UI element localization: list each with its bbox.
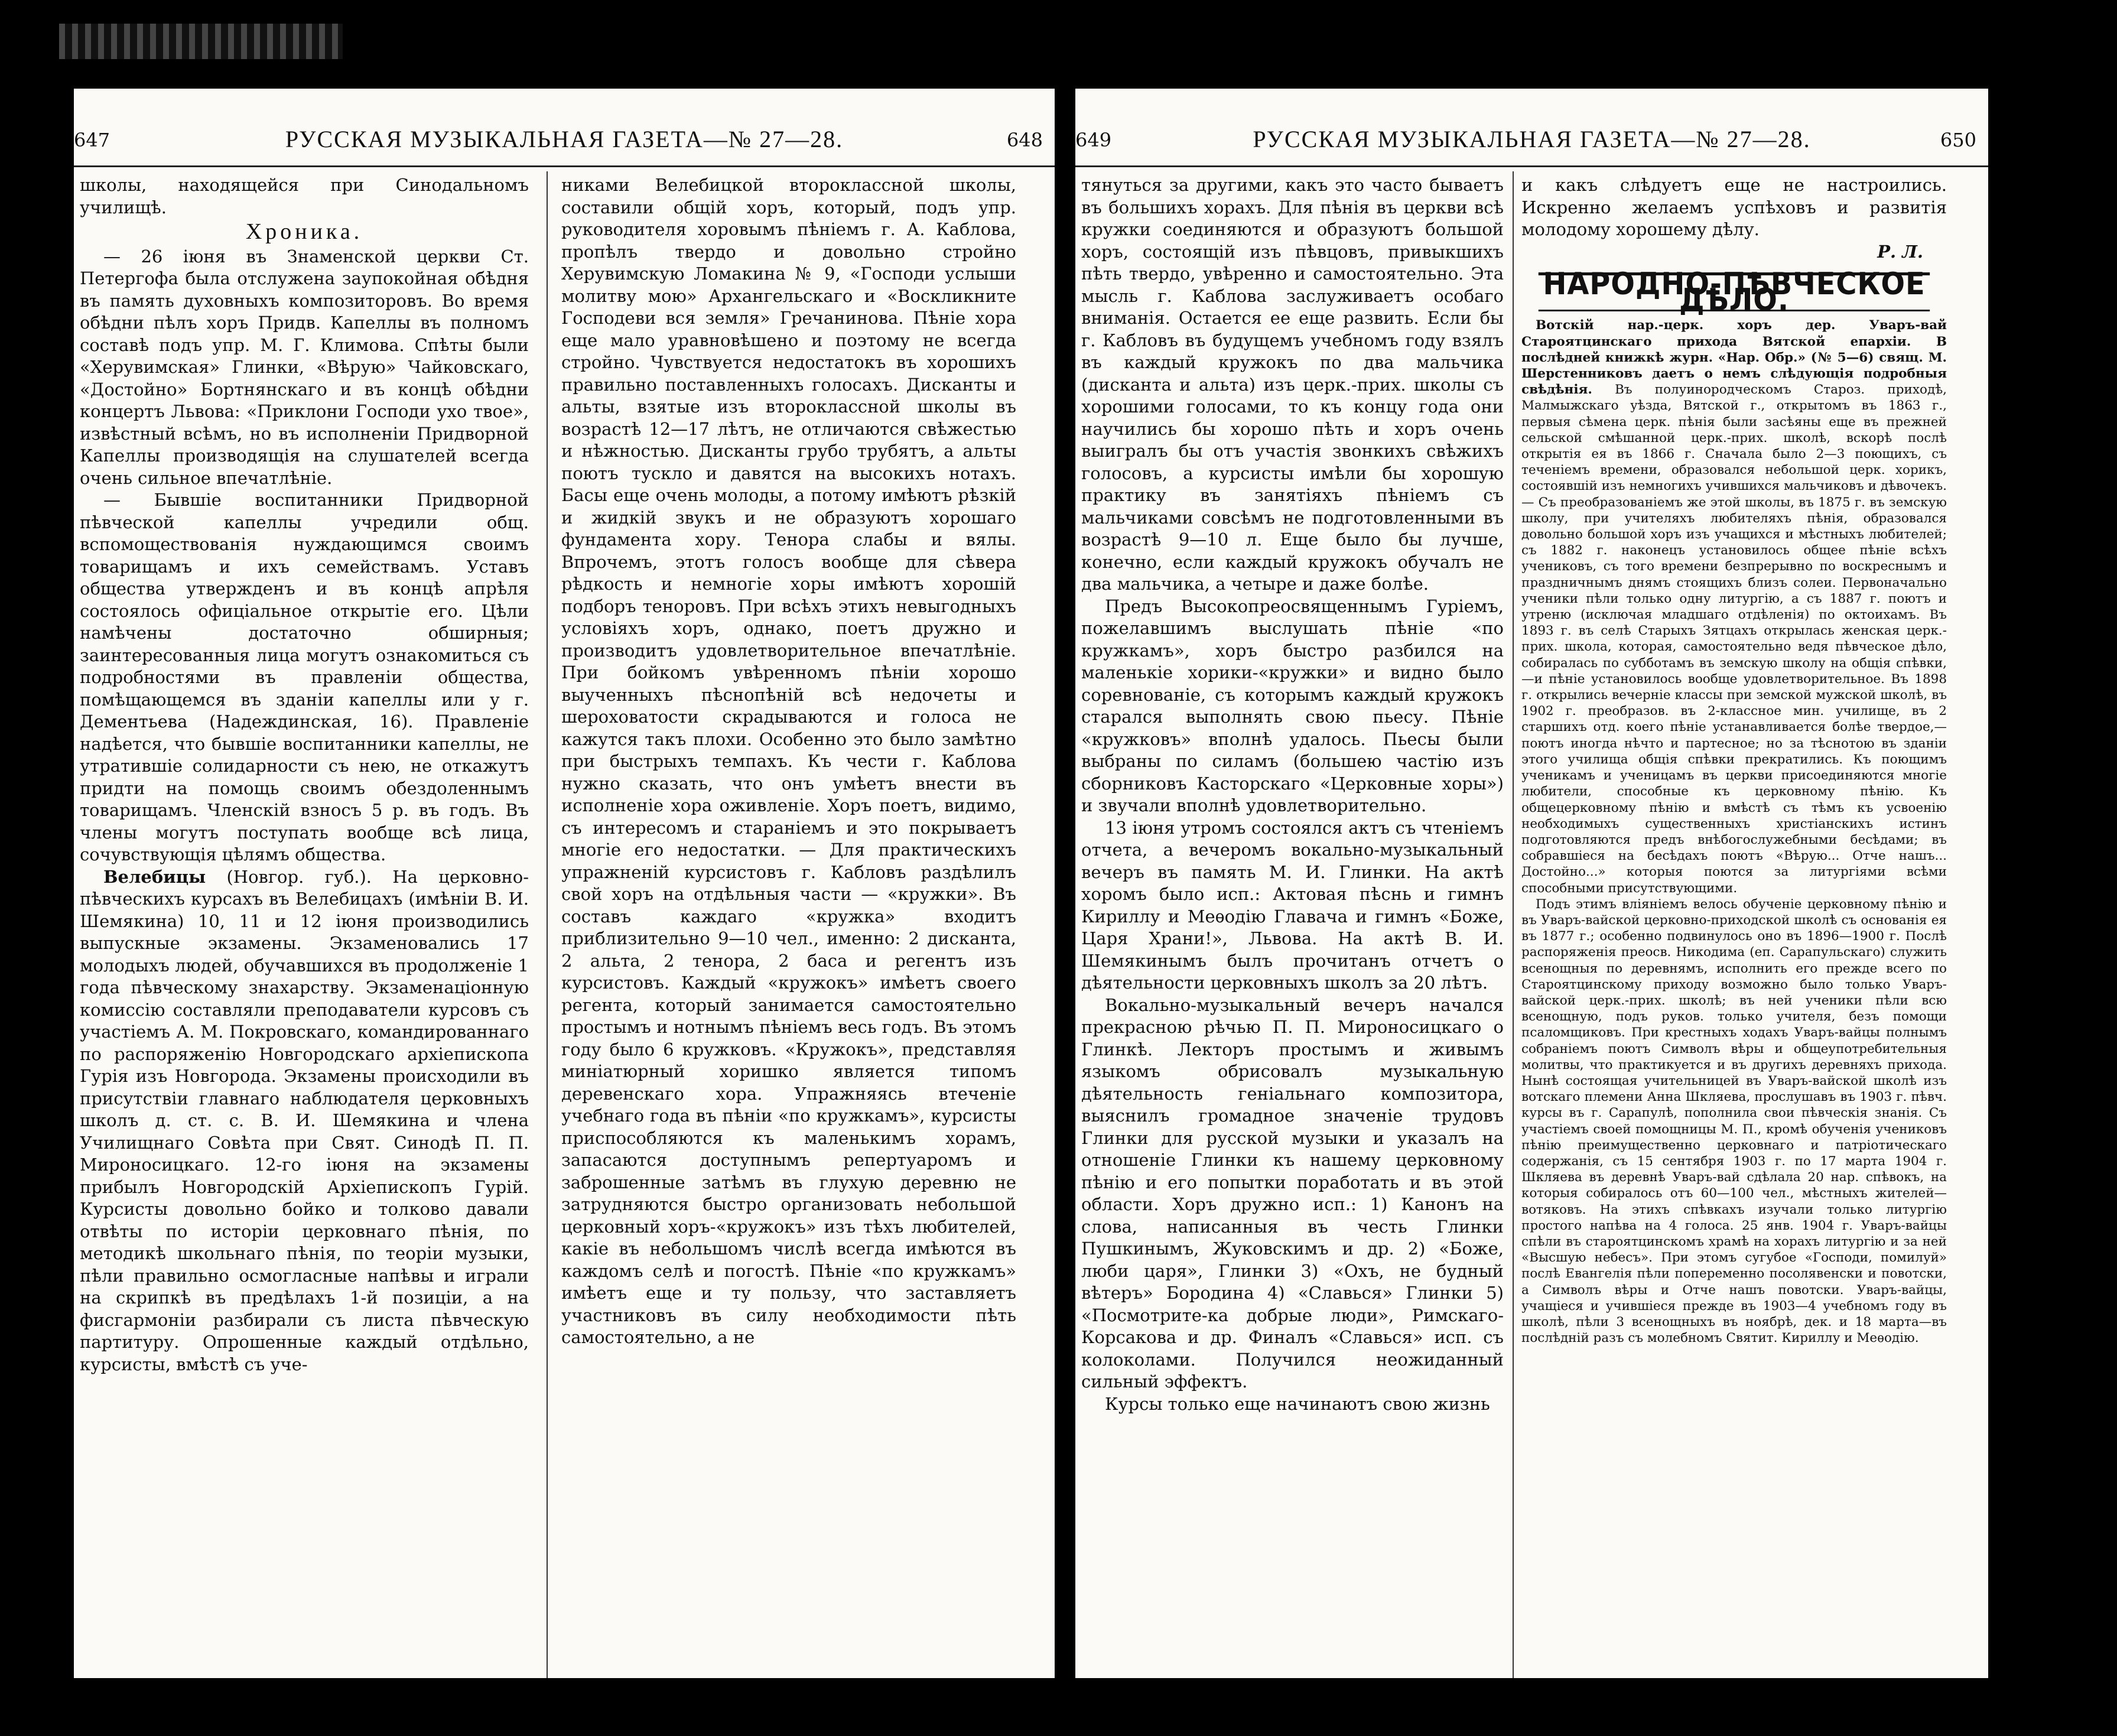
page-number-right: 650 [1940, 129, 1976, 151]
paragraph: — 26 іюня въ Знаменской церкви Ст. Петергофа была отслужена заупокойная обѣдня въ память духовныхъ композиторовъ. Во время обѣдни пѣлъ хоръ Придв. Капеллы въ полномъ составѣ подъ упр. М. Г. Климова. Спѣты были «Херувимская» Глинки, «Вѣрую» Чайковскаго, «Достойно» Бортнянскаго и въ концѣ обѣдни концертъ Львова: «Приклони Господи ухо твое», извѣстный всѣмъ, но въ исполненіи Придворной Капеллы производящія на слушателей всегда очень сильное впечатлѣніе. [80, 246, 529, 488]
section-banner-folk-singing: НАРОДНО-ПѢВЧЕСКОЕ ДѢЛО. [1539, 272, 1930, 311]
paragraph: Подъ этимъ вліяніемъ велось обученіе церковному пѣнію и въ Уваръ-вайской церковно-приходской школѣ съ основанія ея въ 1877 г.; особенно подвинулось оно въ 1896—1900 г. Послѣ распоряженія преосв. Никодима (еп. Сарапульскаго) служить всенощныя по деревнямъ, исполнить его прежде всего по Староятцинскому приходу возможно было только Уваръ-вайской церк.-прих. школѣ; въ ней ученики пѣли всю всенощную, подъ руков. только учителя, безъ помощи псаломщиковъ. При крестныхъ ходахъ Уваръ-вайцы полнымъ собраніемъ поютъ Символъ вѣры и общеупотребительныя молитвы, что практикуется и въ другихъ деревняхъ прихода. Нынѣ состоящая учительницей въ Уваръ-вайской школѣ изъ вотскаго племени Анна Шкляева, прослушавъ въ 1903 г. пѣвч. курсы въ г. Сарапулѣ, пополнила свои пѣвческія знанія. Съ участіемъ своей помощницы М. П., кромѣ обученія учениковъ пѣнію преимущественно церковнаго и патріотическаго содержанія, съ 15 сентября 1903 г. по 17 марта 1904 г. Шкляева въ деревнѣ Уваръ-вай сдѣлала 20 нар. спѣвокъ, на которыя собиралось отъ 60—100 чел., мѣстныхъ жителей—вотяковъ. На этихъ спѣвкахъ изучали только литургію простого напѣва на 4 голоса. 25 янв. 1904 г. Уваръ-вайцы спѣли въ староятцинскомъ храмѣ на хорахъ литургію и за ней «Высшую небесъ». При этомъ сугубое «Господи, помилуй» послѣ Евангелія пѣли попеременно посолявенски и повотски, а Символъ вѣры и Отче нашъ повотски. Уваръ-вайцы, учащіеся и учившіеся прежде въ 1903—4 учебномъ году въ школѣ, пѣли 3 всенощныхъ въ ноябрѣ, дек. и 18 марта—въ послѣдній разъ съ молебномъ Святит. Кириллу и Меѳодію. [1521, 896, 1947, 1346]
paragraph: тянуться за другими, какъ это часто бываетъ въ большихъ хорахъ. Для пѣнія въ церкви всѣ кружки соединяются и образуютъ большой хоръ, состоящій изъ пѣвцовъ, привыкшихъ пѣть твердо, увѣренно и самостоятельно. Эта мысль г. Каблова заслуживаетъ особаго вниманія. Остается ее еще развить. Если бы г. Кабловъ въ будущемъ учебномъ году взялъ въ каждый кружокъ по два мальчика (дисканта и альта) изъ церк.-прих. школы съ хорошими голосами, то къ концу года они научились бы хорошо пѣть и хоръ очень выигралъ бы отъ участія звонкихъ свѣжихъ голосовъ, а курсисты имѣли бы хорошую практику въ занятіяхъ пѣніемъ съ мальчиками совсѣмъ не подготовленными въ возрастѣ 9—10 л. Еще было бы лучше, конечно, если каждый кружокъ обучалъ не два мальчика, а четыре и даже болѣе. [1081, 175, 1504, 594]
paragraph-text: (Новгор. губ.). На церковно-пѣвческихъ курсахъ въ Велебицахъ (имѣніи В. И. Шемякина) 10, 11 и 12 іюня производились выпускные экзамены. Экзаменовались 17 молодыхъ людей, обучавшихся въ продолженіе 1 года пѣвческому знахарству. Экзаменаціонную комиссію составляли преподаватели курсовъ съ участіемъ А. М. Покровскаго, командированнаго по распоряженію Новгородскаго архіепископа Гурія изъ Новгорода. Экзамены происходили въ присутствіи главнаго наблюдателя церковныхъ школъ д. ст. с. В. И. Шемякина и члена Училищнаго Совѣта при Свят. Синодѣ П. П. Мироносицкаго. 12-го іюня на экзамены прибылъ Новгородскій Архіепископъ Гурій. Курсисты довольно бойко и толково давали отвѣты по исторіи церковнаго пѣнія, по методикѣ школьнаго пѣнія, по теоріи музыки, пѣли правильно осмогласные напѣвы и играли на скрипкѣ въ предѣлахъ 1-й позиціи, а на фисгармоніи разбирали съ листа пѣвческую партитуру. Опрошенные каждый отдѣльно, курсисты, вмѣстѣ съ уче- [80, 866, 529, 1374]
article-lead: Вотскій нар.-церк. хоръ дер. Уваръ-вай Староятцинскаго прихода Вятской епархіи. В послѣдней книжкѣ журн. «Нар. Обр.» (№ 5—6) свящ. М. Шерстенниковъ даетъ о немъ слѣдующія подробныя свѣдѣнія. [1521, 318, 1947, 398]
paragraph [80, 866, 529, 1376]
paragraph [1521, 317, 1947, 896]
paragraph: Предъ Высокопреосвященнымъ Гуріемъ, пожелавшимъ выслушать пѣніе «по кружкамъ», хоръ быстро разбился на маленькіе хорики-«кружки» и видно было соревнованіе, съ которымъ каждый кружокъ старался выполнять свою пьесу. Пѣніе «кружковъ» вполнѣ удалось. Пьесы были выбраны по силамъ (большею частію изъ сборниковъ Касторскаго «Церковные хоры») и звучали вполнѣ удовлетворительно. [1081, 596, 1504, 815]
paragraph: Вокально-музыкальный вечеръ начался прекрасною рѣчью П. П. Мироносицкаго о Глинкѣ. Лекторъ простымъ и живымъ языкомъ обрисовалъ музыкальную дѣятельность геніальнаго композитора, выяснилъ громадное значеніе трудовъ Глинки для русской музыки и указалъ на отношеніе Глинки къ нашему церковному пѣнію и его попытки поработать и въ этой области. Хоръ дружно исп.: 1) Канонъ на слова, написанныя въ честь Глинки Пушкинымъ, Жуковскимъ и др. 2) «Боже, люби царя», Глинки 3) «Охъ, не будный вѣтеръ» Бородина 4) «Славься» Глинки 5) «Посмотрите-ка добрые люди», Римскаго-Корсакова и др. Финалъ «Славься» исп. съ колоколами. Получился неожиданный сильный эффектъ. [1081, 994, 1504, 1392]
paragraph: школы, находящейся при Синодальномъ училищѣ. [80, 175, 529, 217]
page-number-left: 647 [74, 129, 110, 151]
paragraph: 13 іюня утромъ состоялся актъ съ чтеніемъ отчета, а вечеромъ вокально-музыкальный вечеръ въ память М. И. Глинки. На актѣ хоромъ было исп.: Актовая пѣснь и гимнъ Кириллу и Меѳодію Главача и гимнъ «Боже, Царя Храни!», Львова. На актѣ В. И. Шемякинымъ былъ прочитанъ отчетъ о дѣятельности церковныхъ школъ за 20 лѣтъ. [1081, 817, 1504, 993]
left-page-column-1 [80, 174, 529, 1663]
journal-title-right: РУССКАЯ МУЗЫКАЛЬНАЯ ГАЗЕТА—№ 27—28. [1253, 126, 1811, 152]
place-name-velebitsy: Велебицы [103, 866, 206, 887]
section-heading-chronicle: Хроника. [245, 219, 363, 244]
author-signature: Р. Л. [1877, 241, 1923, 262]
paragraph: никами Велебицкой второклассной школы, составили общій хоръ, который, подъ упр. руководителя хоровымъ пѣніемъ г. А. Каблова, пропѣлъ твердо и довольно стройно Херувимскую Ломакина № 9, «Господи услыши молитву мою» Архангельскаго и «Воскликните Господеви вся земля» Гречанинова. Пѣніе хора еще мало уравновѣшено и поэтому не всегда стройно. Чувствуется недостатокъ въ хорошихъ правильно поставленныхъ голосахъ. Дисканты и альты, взятые изъ второклассной школы въ возрастѣ 12—17 лѣтъ, не отличаются свѣжестью и нѣжностью. Дисканты грубо трубятъ, а альты поютъ тускло и давятся на высокихъ нотахъ. Басы еще очень молоды, а потому имѣютъ рѣзкій и жидкій звукъ и не образуютъ хорошаго фундамента хору. Тенора слабы и вялы. Впрочемъ, этотъ голосъ вообще для сѣвера рѣдкость и немногіе хоры имѣютъ хорошій подборъ теноровъ. При всѣхъ этихъ невыгодныхъ условіяхъ хоръ, однако, поетъ дружно и производитъ удовлетворительное впечатлѣніе. При бойкомъ увѣренномъ пѣніи хорошо выученныхъ пѣснопѣній всѣ недочеты и шероховатости скрадываются и голоса не кажутся такъ плохи. Особенно это было замѣтно при быстрыхъ темпахъ. Къ чести г. Каблова нужно сказать, что онъ умѣетъ внести въ исполненіе хора оживленіе. Хоръ поетъ, видимо, съ интересомъ и стараніемъ и это покрываетъ многіе его недостатки. — Для практическихъ упражненій курсистовъ г. Кабловъ раздѣлилъ свой хоръ на отдѣльныя части — «кружки». Въ составъ каждаго «кружка» входитъ приблизительно 9—10 чел., именно: 2 дисканта, 2 альта, 2 тенора, 2 баса и регентъ изъ курсистовъ. Каждый «кружокъ» имѣетъ своего регента, который занимается самостоятельно простымъ и нотнымъ пѣніемъ весь годъ. Въ этомъ году было 6 кружковъ. «Кружокъ», представляя миніатюрный хоришко является типомъ деревенскаго хора. Упражняясь втеченіе учебнаго года въ пѣніи «по кружкамъ», курсисты приспособляются къ маленькимъ хорамъ, запасаются доступнымъ репертуаромъ и заброшенные затѣмъ въ глухую деревню не затрудняются быстро организовать небольшой церковный хоръ-«кружокъ» изъ тѣхъ любителей, какіе въ небольшомъ числѣ всегда имѣются въ каждомъ селѣ и погостѣ. Пѣніе «по кружкамъ» имѣетъ еще и ту пользу, что заставляетъ участниковъ въ силу необходимости пѣть самостоятельно, а не [561, 175, 1016, 1347]
right-page [1075, 89, 1988, 1678]
scan-edge-artifact [59, 24, 343, 59]
column-rule [1513, 171, 1514, 1678]
left-page [74, 89, 1055, 1678]
running-head-right [1075, 124, 1988, 167]
folk-singing-article [1521, 317, 1947, 1346]
paragraph-text: Въ полуинородческомъ Староз. приходѣ, Малмыжскаго уѣзда, Вятской г., открытомъ въ 1863 г., первыя сѣмена церк. пѣнія были засѣяны еще въ прежней сельской смѣшанной церк.-прих. школѣ, вскорѣ послѣ открытія ея въ 1866 г. Сначала было 2—3 поющихъ, съ теченіемъ времени, образовался небольшой церк. хорикъ, состоявшій изъ немногихъ учившихся мальчиковъ и дѣвочекъ. — Съ преобразованіемъ же этой школы, въ 1875 г. въ земскую школу, при учителяхъ любителяхъ пѣнія, образовался довольно большой хоръ изъ учащихся и мѣстныхъ любителей; съ 1882 г. наконецъ установилось общее пѣніе всѣхъ учениковъ, съ того времени безпрерывно по воскреснымъ и праздничнымъ днямъ стоящихъ близъ солеи. Первоначально ученики пѣли только одну литургію, а съ 1887 г. поютъ и утреню (исключая младшаго отдѣленія) по октоихамъ. Въ 1893 г. въ селѣ Старыхъ Зятцахъ открылась женская церк.-прих. школа, которая, самостоятельно ведя пѣвческое дѣло, собиралась по субботамъ въ земскую школу на общія спѣвки,—и пѣніе установилось вообще удовлетворительное. Въ 1898 г. открылись вечерніе классы при земской мужской школѣ, въ 1902 г. преобразов. въ 2-классное мин. училище, въ 2 старшихъ отд. коего пѣніе устанавливается болѣе твердое,—поютъ иногда нѣчто и партесное; но за тѣснотою въ зданіи этого училища общія спѣвки прекратились. Къ поющимъ ученикамъ и ученицамъ въ церкви присоединяются многіе любители, способные къ церковному пѣнію. Къ общецерковному пѣнію и вмѣстѣ съ тѣмъ къ усвоенію необходимыхъ существенныхъ христіанскихъ истинъ подготовляются предъ внѣбогослужебными бесѣдами; въ собравшіеся на бесѣдахъ поютъ «Вѣрую... Отче нашъ... Достойно...» которыя поются за литургіями всѣми способными присутствующими. [1521, 382, 1947, 896]
page-number-right: 648 [1006, 129, 1043, 151]
page-number-left: 649 [1075, 129, 1112, 151]
paragraph: Курсы только еще начинаютъ свою жизнь [1105, 1393, 1490, 1414]
paragraph: — Бывшіе воспитанники Придворной пѣвческой капеллы учредили общ. вспомоществованія нуждающимся своимъ товарищамъ и ихъ семействамъ. Уставъ общества утвержденъ и въ концѣ апрѣля состоялось офиціальное открытіе его. Цѣли намѣчены достаточно обширныя; заинтересованныя лица могутъ ознакомиться съ подробностями въ правленіи общества, помѣщающемся въ зданіи капеллы или у г. Дементьева (Надеждинская, 16). Правленіе надѣется, что бывшіе воспитанники капеллы, не утратившіе солидарности съ нею, не откажутъ придти на помощь своимъ обездоленнымъ товарищамъ. Членскій взносъ 5 р. въ годъ. Въ члены могутъ поступать вообще всѣ лица, сочувствующія цѣлямъ общества. [80, 490, 529, 864]
journal-title-left: РУССКАЯ МУЗЫКАЛЬНАЯ ГАЗЕТА—№ 27—28. [285, 126, 844, 152]
right-page-column-1 [1081, 174, 1504, 1663]
left-page-column-2 [561, 174, 1016, 1663]
right-page-column-2 [1521, 174, 1947, 1663]
column-rule [547, 171, 548, 1678]
paragraph: и какъ слѣдуетъ еще не настроились. Искренно желаемъ успѣховъ и развитія молодому хорошему дѣлу. [1521, 175, 1947, 239]
running-head-left [74, 124, 1055, 167]
